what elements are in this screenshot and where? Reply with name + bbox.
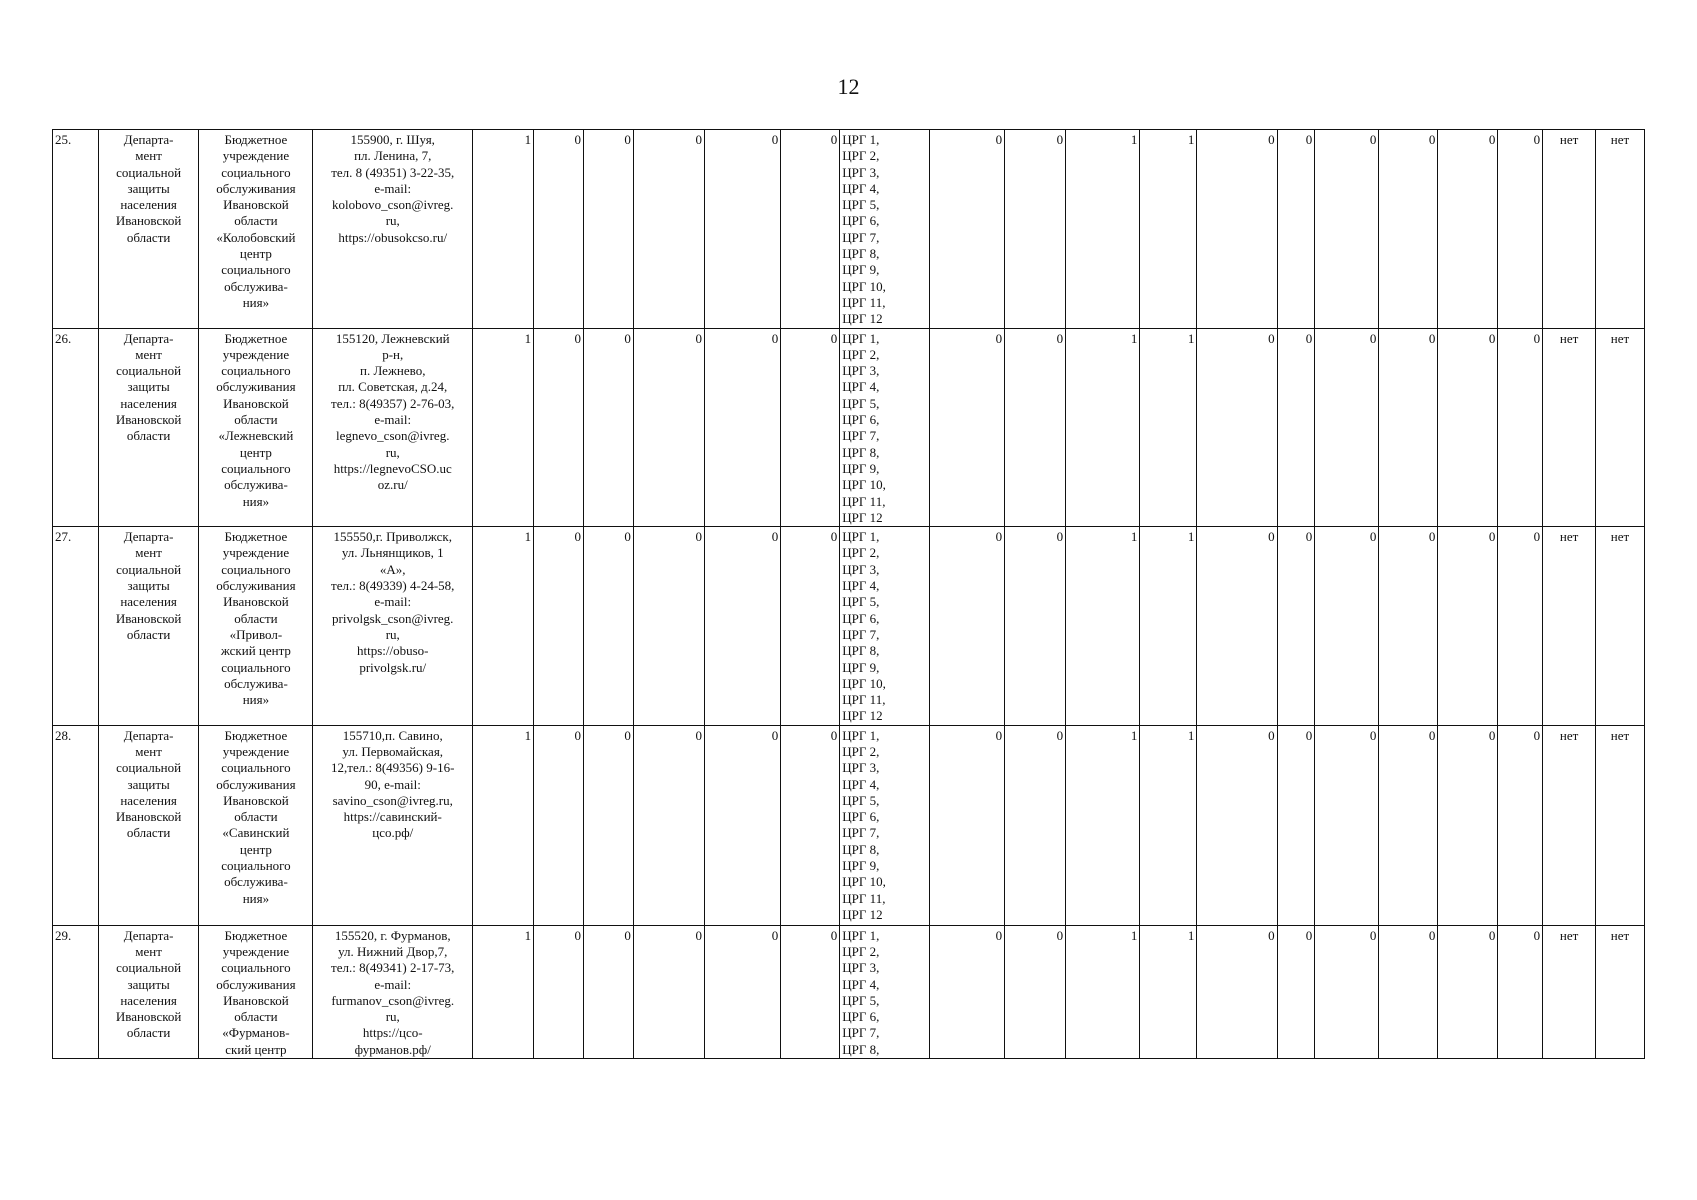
institution-cell: Бюджетное учреждение социального обслуживания Ивановской области «Лежневский центр социального обслужива- ния» [199,328,313,527]
value-cell: 0 [781,328,840,527]
contacts-cell: 155520, г. Фурманов, ул. Нижний Двор,7, тел.: 8(49341) 2-17-73, e-mail: furmanov_cson@ivreg. ru, https://цсо- фурманов.рф/ [313,925,473,1058]
value-cell: 0 [1379,130,1438,329]
value-cell: 0 [1438,725,1498,925]
groups-cell: ЦРГ 1, ЦРГ 2, ЦРГ 3, ЦРГ 4, ЦРГ 5, ЦРГ 6, ЦРГ 7, ЦРГ 8, ЦРГ 9, ЦРГ 10, ЦРГ 11, ЦРГ 12 [840,725,930,925]
value-cell: 0 [583,925,633,1058]
value-cell: 1 [473,925,534,1058]
yes-no-cell: нет [1596,925,1645,1058]
value-cell: 0 [534,925,584,1058]
value-cell: 0 [1438,527,1498,726]
row-number: 27. [53,527,99,726]
value-cell: 0 [1197,925,1277,1058]
table-row [53,328,1645,527]
row-number: 25. [53,130,99,329]
contacts-cell: 155550,г. Приволжск, ул. Льнянщиков, 1 «А», тел.: 8(49339) 4-24-58, e-mail: privolgsk_cson@ivreg. ru, https://obuso- privolgsk.ru/ [313,527,473,726]
value-cell: 0 [705,725,781,925]
value-cell: 0 [1197,328,1277,527]
value-cell: 0 [1005,328,1066,527]
groups-cell: ЦРГ 1, ЦРГ 2, ЦРГ 3, ЦРГ 4, ЦРГ 5, ЦРГ 6, ЦРГ 7, ЦРГ 8, ЦРГ 9, ЦРГ 10, ЦРГ 11, ЦРГ 12 [840,328,930,527]
yes-no-cell: нет [1596,725,1645,925]
yes-no-cell: нет [1543,925,1596,1058]
department-cell: Департа- мент социальной защиты населения Ивановской области [98,725,199,925]
value-cell: 0 [1315,130,1379,329]
groups-cell: ЦРГ 1, ЦРГ 2, ЦРГ 3, ЦРГ 4, ЦРГ 5, ЦРГ 6, ЦРГ 7, ЦРГ 8, ЦРГ 9, ЦРГ 10, ЦРГ 11, ЦРГ 12 [840,130,930,329]
institution-cell: Бюджетное учреждение социального обслуживания Ивановской области «Савинский центр социального обслужива- ния» [199,725,313,925]
value-cell: 0 [705,527,781,726]
table-row [53,925,1645,1058]
institution-cell: Бюджетное учреждение социального обслуживания Ивановской области «Фурманов- ский центр [199,925,313,1058]
value-cell: 0 [1498,527,1543,726]
value-cell: 0 [781,527,840,726]
value-cell: 0 [929,725,1004,925]
value-cell: 0 [781,130,840,329]
value-cell: 0 [1379,725,1438,925]
value-cell: 0 [1197,725,1277,925]
value-cell: 0 [534,725,584,925]
value-cell: 0 [1277,527,1315,726]
value-cell: 1 [1066,130,1140,329]
value-cell: 0 [1379,328,1438,527]
value-cell: 0 [705,925,781,1058]
value-cell: 0 [583,725,633,925]
row-number: 26. [53,328,99,527]
value-cell: 0 [1315,725,1379,925]
value-cell: 0 [633,925,704,1058]
value-cell: 0 [929,527,1004,726]
value-cell: 0 [1438,328,1498,527]
institution-cell: Бюджетное учреждение социального обслуживания Ивановской области «Колобовский центр социального обслужива- ния» [199,130,313,329]
value-cell: 0 [929,328,1004,527]
value-cell: 0 [1498,328,1543,527]
value-cell: 1 [1140,527,1197,726]
value-cell: 0 [781,925,840,1058]
value-cell: 0 [1379,527,1438,726]
value-cell: 1 [1066,925,1140,1058]
value-cell: 0 [633,328,704,527]
institutions-table [52,129,1645,1059]
value-cell: 0 [1277,130,1315,329]
value-cell: 1 [1066,328,1140,527]
table-row [53,130,1645,329]
value-cell: 1 [1066,527,1140,726]
department-cell: Департа- мент социальной защиты населения Ивановской области [98,925,199,1058]
institution-cell: Бюджетное учреждение социального обслуживания Ивановской области «Привол- жский центр социального обслужива- ния» [199,527,313,726]
value-cell: 0 [583,328,633,527]
value-cell: 1 [1140,925,1197,1058]
value-cell: 0 [534,527,584,726]
value-cell: 0 [1005,925,1066,1058]
yes-no-cell: нет [1543,527,1596,726]
department-cell: Департа- мент социальной защиты населения Ивановской области [98,130,199,329]
value-cell: 0 [781,725,840,925]
value-cell: 1 [473,130,534,329]
value-cell: 0 [534,328,584,527]
value-cell: 0 [1438,130,1498,329]
contacts-cell: 155710,п. Савино, ул. Первомайская, 12,тел.: 8(49356) 9-16- 90, e-mail: savino_cson@ivreg.ru, https://савинский- цсо.рф/ [313,725,473,925]
yes-no-cell: нет [1543,328,1596,527]
value-cell: 1 [1140,130,1197,329]
value-cell: 1 [473,725,534,925]
contacts-cell: 155900, г. Шуя, пл. Ленина, 7, тел. 8 (49351) 3-22-35, e-mail: kolobovo_cson@ivreg. ru, https://obusokcso.ru/ [313,130,473,329]
department-cell: Департа- мент социальной защиты населения Ивановской области [98,527,199,726]
value-cell: 0 [705,130,781,329]
groups-cell: ЦРГ 1, ЦРГ 2, ЦРГ 3, ЦРГ 4, ЦРГ 5, ЦРГ 6, ЦРГ 7, ЦРГ 8, [840,925,930,1058]
value-cell: 1 [473,527,534,726]
table-row [53,527,1645,726]
yes-no-cell: нет [1596,328,1645,527]
value-cell: 0 [929,925,1004,1058]
department-cell: Департа- мент социальной защиты населения Ивановской области [98,328,199,527]
contacts-cell: 155120, Лежневский р-н, п. Лежнево, пл. Советская, д.24, тел.: 8(49357) 2-76-03, e-mail: legnevo_cson@ivreg. ru, https://legnevoCSO.uc oz.ru/ [313,328,473,527]
row-number: 28. [53,725,99,925]
value-cell: 0 [1005,130,1066,329]
value-cell: 0 [1315,328,1379,527]
value-cell: 0 [1197,130,1277,329]
value-cell: 0 [534,130,584,329]
value-cell: 1 [1140,328,1197,527]
value-cell: 0 [633,725,704,925]
value-cell: 0 [1005,527,1066,726]
yes-no-cell: нет [1543,725,1596,925]
value-cell: 0 [1498,925,1543,1058]
value-cell: 0 [1277,925,1315,1058]
value-cell: 0 [1379,925,1438,1058]
value-cell: 1 [473,328,534,527]
value-cell: 0 [1277,725,1315,925]
yes-no-cell: нет [1543,130,1596,329]
value-cell: 0 [583,130,633,329]
yes-no-cell: нет [1596,130,1645,329]
value-cell: 0 [1277,328,1315,527]
value-cell: 1 [1140,725,1197,925]
value-cell: 0 [1315,925,1379,1058]
groups-cell: ЦРГ 1, ЦРГ 2, ЦРГ 3, ЦРГ 4, ЦРГ 5, ЦРГ 6, ЦРГ 7, ЦРГ 8, ЦРГ 9, ЦРГ 10, ЦРГ 11, ЦРГ 12 [840,527,930,726]
value-cell: 0 [1498,725,1543,925]
value-cell: 0 [633,130,704,329]
value-cell: 0 [1438,925,1498,1058]
value-cell: 0 [929,130,1004,329]
value-cell: 0 [583,527,633,726]
row-number: 29. [53,925,99,1058]
value-cell: 0 [1498,130,1543,329]
value-cell: 1 [1066,725,1140,925]
value-cell: 0 [1315,527,1379,726]
yes-no-cell: нет [1596,527,1645,726]
page-number: 12 [837,74,860,99]
value-cell: 0 [1197,527,1277,726]
table-row [53,725,1645,925]
value-cell: 0 [633,527,704,726]
value-cell: 0 [1005,725,1066,925]
value-cell: 0 [705,328,781,527]
